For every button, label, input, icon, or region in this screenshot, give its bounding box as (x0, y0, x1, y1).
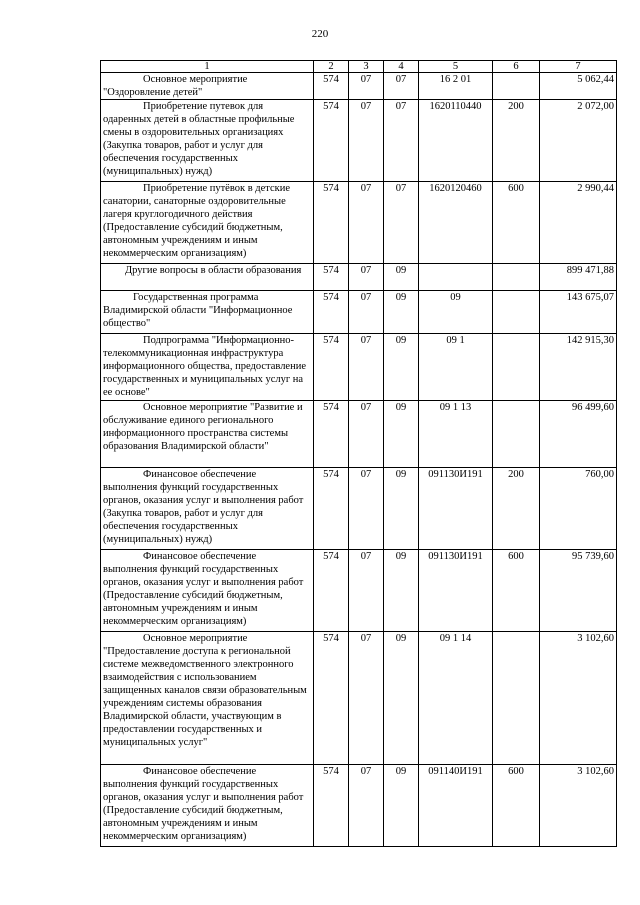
row-name-line: информационного пространства системы (103, 428, 289, 439)
expense-type-cell: 600 (493, 765, 540, 847)
row-name-line: одаренных детей в областные профильные (103, 114, 295, 125)
column-header: 4 (384, 61, 419, 73)
amount-cell: 899 471,88 (540, 264, 617, 291)
row-name-line: некоммерческим организациям) (103, 616, 247, 627)
row-name-line: смены в оздоровительных организациях (103, 127, 284, 138)
subsection-cell: 07 (384, 100, 419, 182)
row-name-line: Финансовое обеспечение (143, 469, 257, 480)
row-name-line: Основное мероприятие (143, 74, 248, 85)
column-header: 1 (101, 61, 314, 73)
budget-table (100, 60, 617, 847)
row-name-line: (Предоставление субсидий бюджетным, (103, 805, 283, 816)
row-name-line: Финансовое обеспечение (143, 766, 257, 777)
row-name-line: санатории, санаторные оздоровительные (103, 196, 286, 207)
subsection-cell: 07 (384, 73, 419, 100)
table-row (101, 291, 617, 334)
target-cell: 091140И191 (419, 765, 493, 847)
code-cell: 574 (314, 401, 349, 468)
row-name-line: Подпрограмма "Информационно- (143, 335, 295, 346)
section-cell: 07 (349, 73, 384, 100)
row-name-line: Приобретение путевок для (143, 101, 264, 112)
row-name-line: государственных и муниципальных услуг на (103, 374, 304, 385)
row-name-line: обслуживание единого регионального (103, 415, 274, 426)
section-cell: 07 (349, 632, 384, 765)
subsection-cell: 09 (384, 334, 419, 401)
row-name-line: муниципальных услуг" (103, 737, 208, 748)
row-name-cell (101, 632, 314, 765)
table-row (101, 550, 617, 632)
table-row (101, 401, 617, 468)
section-cell: 07 (349, 100, 384, 182)
expense-type-cell: 600 (493, 182, 540, 264)
subsection-cell: 09 (384, 550, 419, 632)
row-name-line: общество" (103, 318, 151, 329)
row-name-line: автономным учреждениям и иным (103, 235, 258, 246)
row-name-line: автономным учреждениям и иным (103, 818, 258, 829)
section-cell: 07 (349, 291, 384, 334)
row-name-line: органов, оказания услуг и выполнения работ (103, 495, 304, 506)
row-name-line: взаимодействия с использованием (103, 672, 257, 683)
row-name-line: информационного общества, предоставление (103, 361, 306, 372)
subsection-cell: 09 (384, 632, 419, 765)
row-name-line: Финансовое обеспечение (143, 551, 257, 562)
row-name-cell (101, 334, 314, 401)
expense-type-cell: 600 (493, 550, 540, 632)
row-name-line: ее основе" (103, 387, 150, 398)
row-name-line: обеспечения государственных (103, 521, 238, 532)
table-row (101, 334, 617, 401)
row-name-line: (Закупка товаров, работ и услуг для (103, 140, 263, 151)
row-name-line: телекоммуникационная инфраструктура (103, 348, 284, 359)
row-name-line: (Предоставление субсидий бюджетным, (103, 222, 283, 233)
subsection-cell: 09 (384, 401, 419, 468)
column-header: 6 (493, 61, 540, 73)
row-name-line: Владимирской области "Информационное (103, 305, 293, 316)
subsection-cell: 09 (384, 264, 419, 291)
row-name-line: органов, оказания услуг и выполнения работ (103, 792, 304, 803)
section-cell: 07 (349, 264, 384, 291)
expense-type-cell (493, 73, 540, 100)
amount-cell: 3 102,60 (540, 632, 617, 765)
section-cell: 07 (349, 468, 384, 550)
row-name-line: некоммерческим организациям) (103, 248, 247, 259)
target-cell: 1620120460 (419, 182, 493, 264)
row-name-line: органов, оказания услуг и выполнения работ (103, 577, 304, 588)
code-cell: 574 (314, 334, 349, 401)
amount-cell: 96 499,60 (540, 401, 617, 468)
row-name-line: (Предоставление субсидий бюджетным, (103, 590, 283, 601)
row-name-line: лагеря круглогодичного действия (103, 209, 253, 220)
amount-cell: 5 062,44 (540, 73, 617, 100)
code-cell: 574 (314, 182, 349, 264)
code-cell: 574 (314, 100, 349, 182)
table-row (101, 632, 617, 765)
table-row (101, 73, 617, 100)
row-name-cell (101, 765, 314, 847)
page-number: 220 (311, 28, 329, 40)
row-name-line: Другие вопросы в области образования (125, 265, 302, 276)
row-name-line: системе межведомственного электронного (103, 659, 294, 670)
subsection-cell: 09 (384, 468, 419, 550)
amount-cell: 2 072,00 (540, 100, 617, 182)
section-cell: 07 (349, 334, 384, 401)
row-name-cell (101, 264, 314, 291)
section-cell: 07 (349, 550, 384, 632)
row-name-line: "Оздоровление детей" (103, 87, 203, 98)
expense-type-cell (493, 334, 540, 401)
expense-type-cell: 200 (493, 468, 540, 550)
row-name-line: образования Владимирской области" (103, 441, 269, 452)
table-row (101, 100, 617, 182)
code-cell: 574 (314, 73, 349, 100)
row-name-line: Основное мероприятие "Развитие и (143, 402, 303, 413)
row-name-line: (муниципальных) нужд) (103, 534, 213, 545)
row-name-line: предоставлении государственных и (103, 724, 262, 735)
row-name-line: выполнения функций государственных (103, 779, 279, 790)
column-header: 2 (314, 61, 349, 73)
table-row (101, 765, 617, 847)
row-name-line: Государственная программа (133, 292, 259, 303)
row-name-cell (101, 291, 314, 334)
column-header: 3 (349, 61, 384, 73)
row-name-line: выполнения функций государственных (103, 564, 279, 575)
target-cell: 09 1 (419, 334, 493, 401)
expense-type-cell (493, 632, 540, 765)
target-cell: 09 1 13 (419, 401, 493, 468)
target-cell: 16 2 01 (419, 73, 493, 100)
row-name-line: выполнения функций государственных (103, 482, 279, 493)
column-header: 7 (540, 61, 617, 73)
code-cell: 574 (314, 468, 349, 550)
section-cell: 07 (349, 765, 384, 847)
column-header: 5 (419, 61, 493, 73)
section-cell: 07 (349, 182, 384, 264)
code-cell: 574 (314, 632, 349, 765)
row-name-line: автономным учреждениям и иным (103, 603, 258, 614)
amount-cell: 2 990,44 (540, 182, 617, 264)
target-cell: 09 1 14 (419, 632, 493, 765)
row-name-line: учреждениям системы образования (103, 698, 262, 709)
code-cell: 574 (314, 765, 349, 847)
amount-cell: 142 915,30 (540, 334, 617, 401)
target-cell: 09 (419, 291, 493, 334)
row-name-cell (101, 100, 314, 182)
subsection-cell: 09 (384, 765, 419, 847)
table-row (101, 264, 617, 291)
amount-cell: 143 675,07 (540, 291, 617, 334)
amount-cell: 760,00 (540, 468, 617, 550)
expense-type-cell: 200 (493, 100, 540, 182)
target-cell: 1620110440 (419, 100, 493, 182)
row-name-cell (101, 73, 314, 100)
row-name-cell (101, 550, 314, 632)
code-cell: 574 (314, 550, 349, 632)
row-name-line: Владимирской области, участвующим в (103, 711, 282, 722)
target-cell (419, 264, 493, 291)
table-row (101, 468, 617, 550)
row-name-line: защищенных каналов связи образовательным (103, 685, 307, 696)
row-name-line: "Предоставление доступа к региональной (103, 646, 291, 657)
row-name-cell (101, 401, 314, 468)
target-cell: 091130И191 (419, 550, 493, 632)
code-cell: 574 (314, 291, 349, 334)
row-name-cell (101, 468, 314, 550)
expense-type-cell (493, 264, 540, 291)
subsection-cell: 07 (384, 182, 419, 264)
code-cell: 574 (314, 264, 349, 291)
table-header-row (101, 61, 617, 73)
row-name-line: (муниципальных) нужд) (103, 166, 213, 177)
amount-cell: 3 102,60 (540, 765, 617, 847)
amount-cell: 95 739,60 (540, 550, 617, 632)
row-name-line: (Закупка товаров, работ и услуг для (103, 508, 263, 519)
subsection-cell: 09 (384, 291, 419, 334)
row-name-line: некоммерческим организациям) (103, 831, 247, 842)
row-name-line: обеспечения государственных (103, 153, 238, 164)
section-cell: 07 (349, 401, 384, 468)
row-name-cell (101, 182, 314, 264)
table-row (101, 182, 617, 264)
expense-type-cell (493, 291, 540, 334)
row-name-line: Основное мероприятие (143, 633, 248, 644)
expense-type-cell (493, 401, 540, 468)
target-cell: 091130И191 (419, 468, 493, 550)
row-name-line: Приобретение путёвок в детские (143, 183, 291, 194)
